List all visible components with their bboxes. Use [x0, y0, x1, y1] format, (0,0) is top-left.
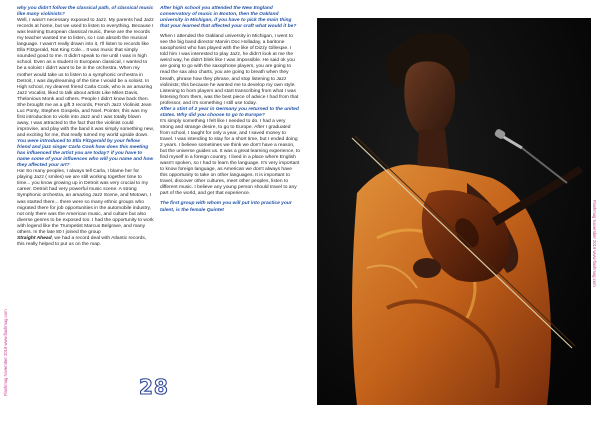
interview-question: why you didn't follow the classical path, of classical music like many violinists?	[17, 6, 154, 18]
interview-answer: Ha! So many peoples, I always tell Carla, I blame her for playing Jazz ( smiles) we are still working together time to time... you know growing up in Detroit was very crucial to my career. Detroit had very powerful music scene. A strong Symphonic orchestra, an amazing Jazz Scene, and Motown, I was started there... there were so many ethnic groups who migrated there for job opportunities in the automobile industry, not only there was the American music, and culture but also diverse genres to be exposed too. I had the opportunity to work with legend like the Trumpetist Marcus Belgrave, and many others. In the late 80 I joined the group	[17, 169, 154, 235]
answer-text: , we had a record deal with Atlantic records, this really helped to put us on the map.	[17, 235, 147, 247]
interview-answer: Well, I wasn't necessary exposed to Jazz. My parents had Jazz records at home, but we used to listen to everything. Because I was learning European classical music, these are the records my teacher wanted me to listen, so I can absorb the musical language. I wasn't really drawn into it, I'll listen to records like Ella Fitzgerald, Nat King Cole... It was music that simply sounded good to me. It didn't speak to me until I was in high school. Even as a student in European classical, I wanted to be a soloist I didn't want to be in the orchestra. When my mother would take us to listen to a symphonic orchestra in Detroit, I was daydreaming of the time I would be a soloist. In High school, my dearest friend Carla Cook, who is an amazing Jazz Vocalist, liked to talk about artists Like Miles Davis, Thelonious Monk and others. People I didn't know back then. She brought me as a gift 3 records, French Jazz Violinist Jean Luc Ponty, Stephen Gospela, and Noel. Pointer, this was my first introduction to violin into Jazz and I was totally blown away. I was attracted to the fact that the violinist could improvise, and play with the band it was simply something new, and exciting for me, that really turned my world upside down.	[17, 18, 155, 138]
side-label-left: Flashmag November 2019 www.flashmag.com	[3, 309, 8, 396]
interview-answer: When I attended the Oakland university in Michigan, I went to see the big band director Marvin Doc Holladay, a baritone saxophonist who has played with the like of Dizzy Gillespie. I told him I was interested to play Jazz, he didn't look at me the weird way, he didn't blink like I was impossible. He said ok you are going to go with the saxophone players, you are going to read the sax also charts, you are going to breath when they breath, phrase how they phrase, and stop listening to Jazz violinists; this because he wanted me to develop my own style. Listening to horn players and start transcribing from what I was listening from them, was the best piece of advice I had from that professor, and it's something I still use today.	[160, 34, 299, 106]
violinist-photo	[317, 18, 591, 405]
interview-question: The first group with whom you will put into practice your talent, is the female Quintet	[160, 201, 292, 213]
interview-question: After high school you attended the New England conservatory of music in Boston, then the Oakland university in Michigan, if you have to pick the main thing that your learned that affected your craft what would it be?	[160, 6, 297, 30]
violinist-illustration	[317, 18, 591, 405]
text-column-left	[17, 6, 154, 248]
side-label-right: Flashmag November 2019 www.flashmag.com	[592, 200, 597, 287]
text-column-middle	[160, 6, 300, 214]
interview-answer	[17, 236, 154, 248]
interview-question: You were introduced to Ella Fitzgerald by your fellow friend and jazz singer Carla Cook how does this meeting has influenced the artist you are today? if you have to name some of your influences who will you name and how they affected your art?	[17, 139, 154, 169]
group-name: Straight Ahead	[17, 235, 52, 241]
interview-answer: It's simply something I felt like I needed to do. I had a very strong and strange desire, to go to Europe. After I graduated from school, I taught for only a year, and I saved money to travel. I was intending to stay for a short time, but I ended doing 2 years. I believe sometimes we think we don't have a reason, but the universe guides us. It was a great learning experience, to find myself in a foreign country. I lived in a place where English wasn't spoken, so I had to learn the language. It's very important to know foreign language, as American we don't always have this opportunity to take on other languages. It is important to travel, discover other cultures, meet other peoples, listen to different music. I believe any young person should travel to any part of the world, and get that experience.	[160, 118, 301, 197]
interview-question: After a stint of 2 year in Germany you returned to the united states. Why did you choose to go to Europe?	[160, 106, 299, 118]
page-number: 28	[139, 375, 169, 399]
